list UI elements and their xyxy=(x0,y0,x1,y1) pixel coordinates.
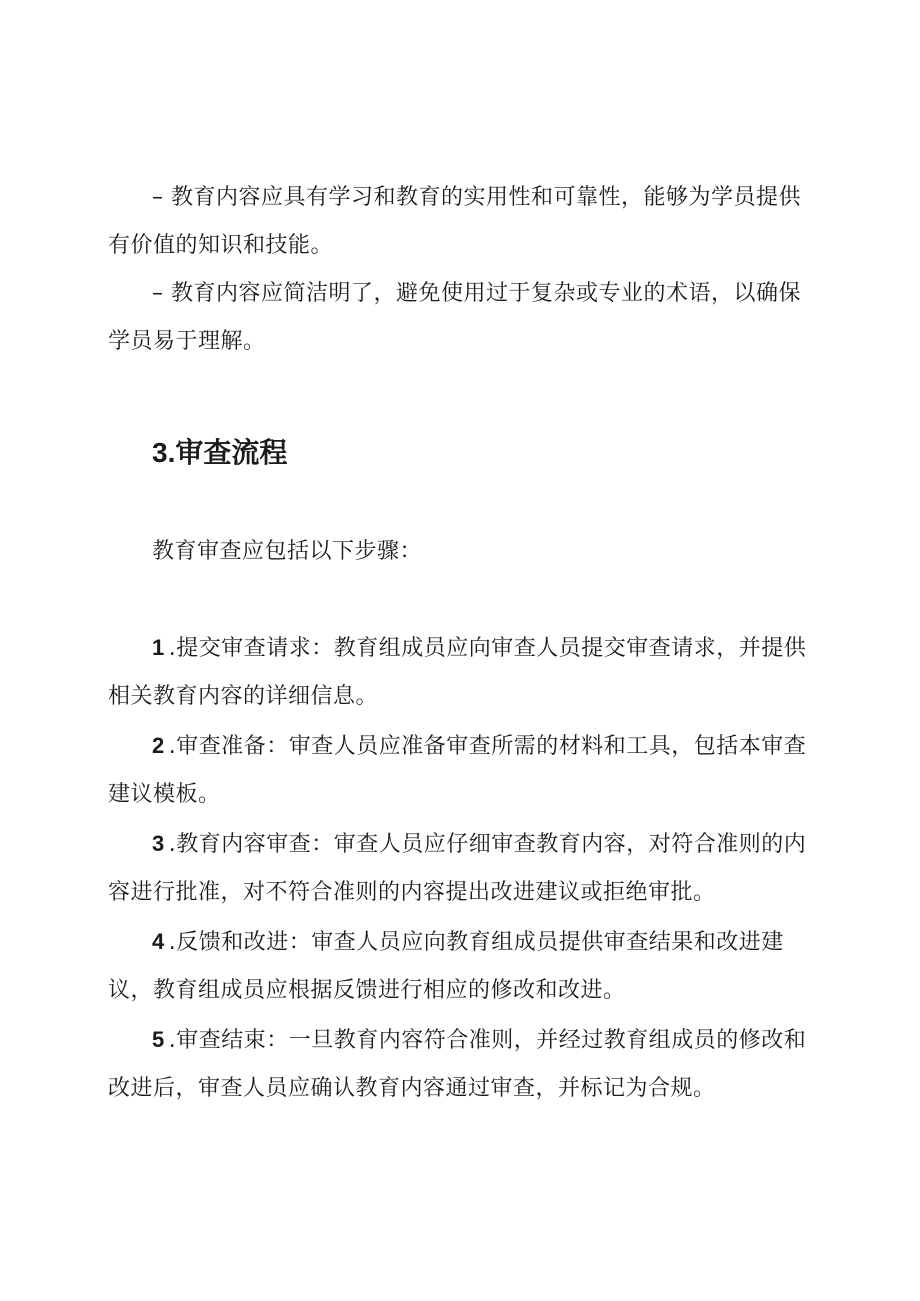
step-text: .审查结束：一旦教育内容符合准则，并经过教育组成员的修改和改进后，审查人员应确认教育内容通过审查，并标记为合规。 xyxy=(108,1028,807,1101)
step-text: .反馈和改进：审查人员应向教育组成员提供审查结果和改进建议，教育组成员应根据反馈进行相应的修改和改进。 xyxy=(108,930,784,1003)
step-number: 1 xyxy=(152,635,165,660)
step-number: 4 xyxy=(152,929,165,954)
bullet-text: 教育内容应简洁明了，避免使用过于复杂或专业的术语，以确保学员易于理解。 xyxy=(108,281,802,354)
bullet-item xyxy=(108,270,813,366)
section-heading: 3.审查流程 xyxy=(152,437,288,468)
step-item xyxy=(108,820,813,917)
step-number: 2 xyxy=(152,733,165,758)
bullet-item xyxy=(108,174,813,270)
step-number: 3 xyxy=(152,831,165,856)
step-item xyxy=(108,1016,813,1113)
step-item xyxy=(108,624,813,721)
step-item xyxy=(108,722,813,819)
bullet-marker: – xyxy=(152,281,164,306)
step-text: .教育内容审查：审查人员应仔细审查教育内容，对符合准则的内容进行批准，对不符合准则的内容提出改进建议或拒绝审批。 xyxy=(108,832,807,905)
step-number: 5 xyxy=(152,1027,165,1052)
step-text: .审查准备：审查人员应准备审查所需的材料和工具，包括本审查建议模板。 xyxy=(108,734,807,807)
step-text: .提交审查请求：教育组成员应向审查人员提交审查请求，并提供相关教育内容的详细信息。 xyxy=(108,636,807,709)
step-item xyxy=(108,918,813,1015)
section-intro: 教育审查应包括以下步骤： xyxy=(152,539,423,564)
bullet-marker: – xyxy=(152,185,164,210)
bullet-text: 教育内容应具有学习和教育的实用性和可靠性，能够为学员提供有价值的知识和技能。 xyxy=(108,185,802,258)
